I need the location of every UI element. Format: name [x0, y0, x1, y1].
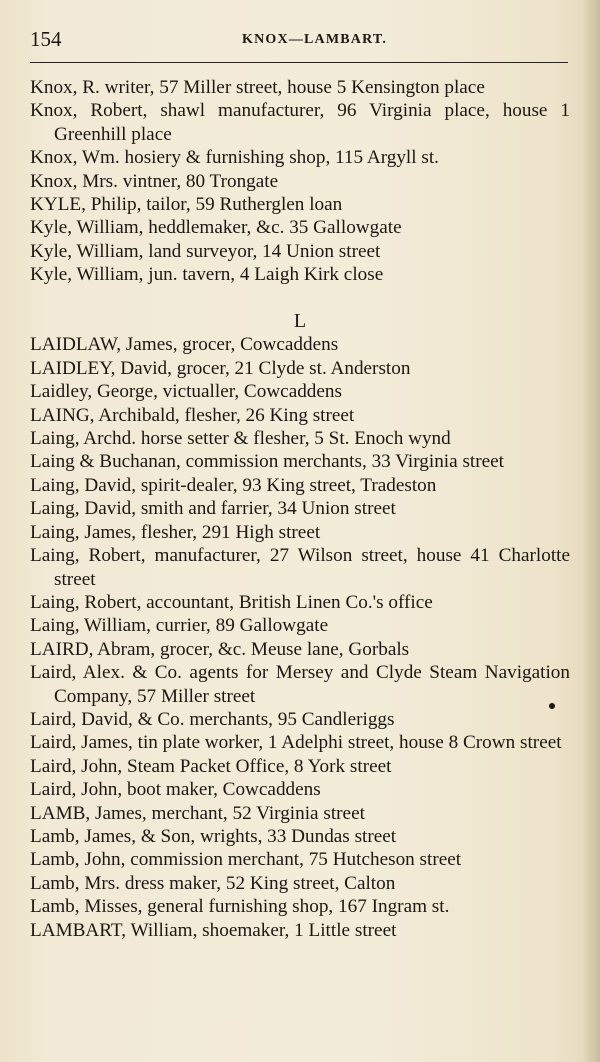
directory-entry: LAIDLEY, David, grocer, 21 Clyde st. Anderston: [30, 357, 411, 379]
running-head: KNOX—LAMBART.: [242, 32, 388, 47]
page-header: [30, 26, 570, 56]
directory-entry: Knox, Robert, shawl manufacturer, 96 Virginia place, house 1 Greenhill place: [30, 100, 570, 145]
directory-entry: Lamb, James, & Son, wrights, 33 Dundas street: [30, 825, 397, 847]
directory-entry: LAING, Archibald, flesher, 26 King street: [30, 404, 355, 426]
directory-entry: Laidley, George, victualler, Cowcaddens: [30, 381, 342, 403]
directory-entry: Kyle, William, heddlemaker, &c. 35 Gallowgate: [30, 217, 402, 239]
directory-entry: Laing, Robert, manufacturer, 27 Wilson street, house 41 Charlotte street: [30, 545, 570, 590]
directory-entry: Laing, Archd. horse setter & flesher, 5 St. Enoch wynd: [30, 428, 451, 450]
directory-entry: Laing, William, currier, 89 Gallowgate: [30, 615, 329, 637]
page-edge-shadow: [582, 0, 600, 1062]
page-number: 154: [30, 27, 62, 51]
directory-entry: Laing, Robert, accountant, British Linen Co.'s office: [30, 591, 433, 613]
directory-entry: LAMB, James, merchant, 52 Virginia street: [30, 802, 365, 824]
directory-entry: LAIRD, Abram, grocer, &c. Meuse lane, Gorbals: [30, 638, 410, 660]
directory-entry: Kyle, William, jun. tavern, 4 Laigh Kirk close: [30, 264, 384, 286]
directory-entry: Laird, John, Steam Packet Office, 8 York street: [30, 755, 392, 777]
directory-entry: Laird, David, & Co. merchants, 95 Candleriggs: [30, 708, 395, 730]
directory-entry: Lamb, Misses, general furnishing shop, 167 Ingram st.: [30, 896, 450, 918]
directory-entry: Lamb, John, commission merchant, 75 Hutcheson street: [30, 849, 462, 871]
directory-entry: Kyle, William, land surveyor, 14 Union street: [30, 240, 381, 262]
directory-entry: Laird, James, tin plate worker, 1 Adelphi street, house 8 Crown street: [30, 732, 562, 754]
directory-entry: Knox, Mrs. vintner, 80 Trongate: [30, 170, 279, 192]
directory-entry: LAMBART, William, shoemaker, 1 Little street: [30, 919, 397, 941]
directory-entry: KYLE, Philip, tailor, 59 Rutherglen loan: [30, 194, 343, 216]
directory-entry: Laing, David, spirit-dealer, 93 King street, Tradeston: [30, 474, 437, 496]
directory-entry: Lamb, Mrs. dress maker, 52 King street, Calton: [30, 872, 396, 894]
directory-entry: Laird, Alex. & Co. agents for Mersey and Clyde Steam Navigation Company, 57 Miller street: [30, 662, 570, 707]
directory-entries: [30, 76, 570, 942]
directory-entry: LAIDLAW, James, grocer, Cowcaddens: [30, 334, 339, 356]
directory-entry: Laird, John, boot maker, Cowcaddens: [30, 779, 321, 801]
directory-entry: Laing, James, flesher, 291 High street: [30, 521, 321, 543]
ink-blot: [549, 703, 555, 709]
directory-entry: Laing & Buchanan, commission merchants, 33 Virginia street: [30, 451, 504, 473]
header-rule: [30, 62, 568, 63]
directory-entry: Laing, David, smith and farrier, 34 Union street: [30, 498, 396, 520]
directory-entry: Knox, R. writer, 57 Miller street, house 5 Kensington place: [30, 77, 485, 98]
directory-entry: Knox, Wm. hosiery & furnishing shop, 115 Argyll st.: [30, 147, 439, 169]
section-letter-heading: L: [293, 310, 307, 333]
